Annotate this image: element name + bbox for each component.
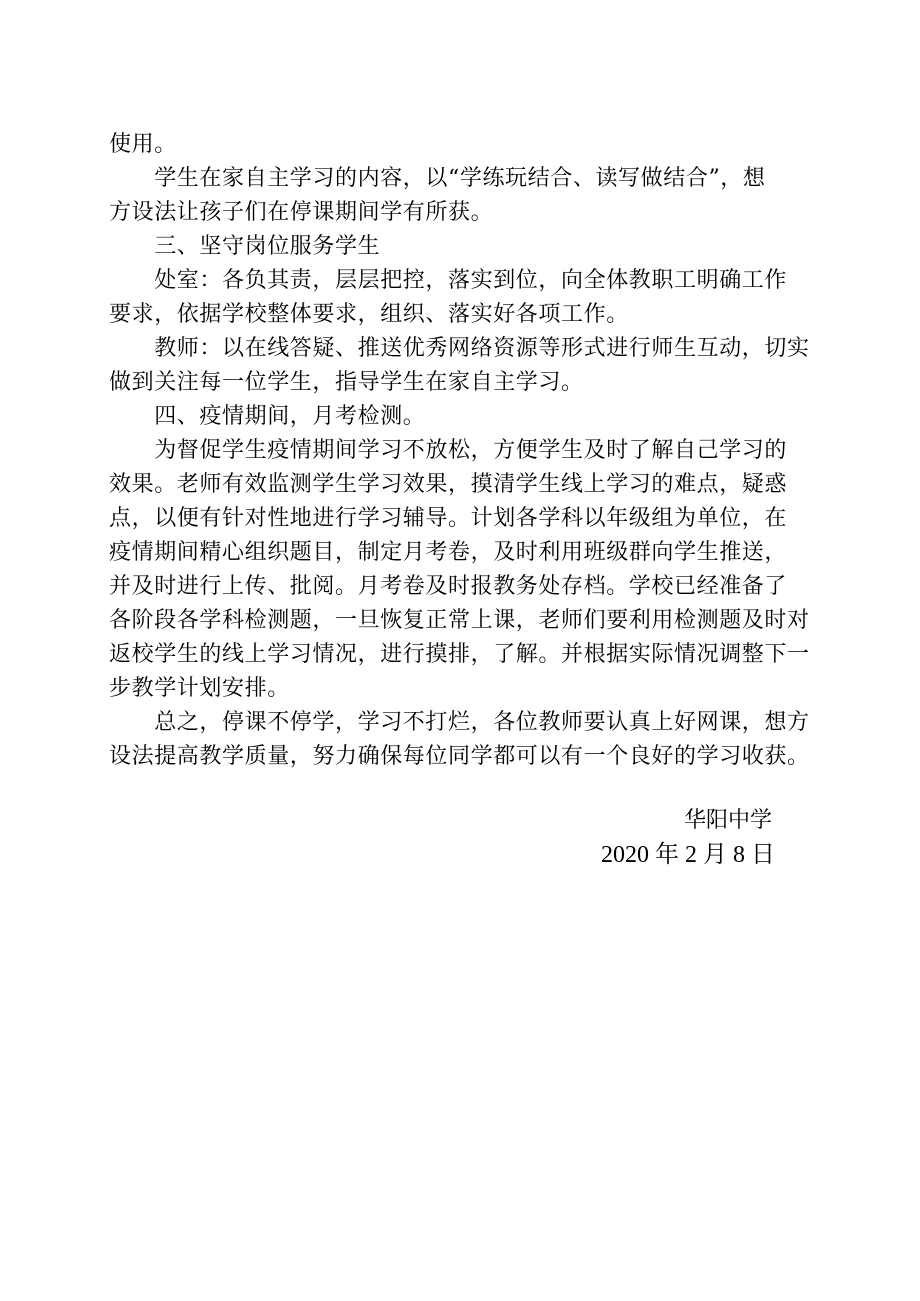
section-heading: 四、疫情期间，月考检测。 — [109, 404, 426, 429]
section-heading: 三、坚守岗位服务学生 — [109, 234, 381, 259]
body-text-line: 使用。 — [109, 132, 177, 157]
body-text-line: 做到关注每一位学生，指导学生在家自主学习。 — [109, 370, 584, 395]
body-text-line: 步教学计划安排。 — [109, 676, 290, 701]
body-text-line: 要求，依据学校整体要求，组织、落实好各项工作。 — [109, 302, 629, 327]
signature-organization: 华阳中学 — [684, 808, 773, 833]
body-text-line: 并及时进行上传、批阅。月考卷及时报教务处存档。学校已经准备了 — [109, 574, 788, 599]
body-text-line: 各阶段各学科检测题，一旦恢复正常上课，老师们要利用检测题及时对 — [109, 608, 810, 633]
body-text-line: 返校学生的线上学习情况，进行摸排，了解。并根据实际情况调整下一 — [109, 642, 810, 667]
body-text-line: 为督促学生疫情期间学习不放松，方便学生及时了解自己学习的 — [109, 438, 788, 463]
body-text-line: 学生在家自主学习的内容，以“学练玩结合、读写做结合”，想 — [109, 166, 766, 191]
body-text-line: 疫情期间精心组织题目，制定月考卷，及时利用班级群向学生推送， — [109, 540, 788, 565]
body-text-line: 总之，停课不停学，学习不打烂，各位教师要认真上好网课，想方 — [109, 710, 810, 735]
body-text-line: 效果。老师有效监测学生学习效果，摸清学生线上学习的难点，疑惑 — [109, 472, 788, 497]
body-text-line: 处室：各负其责，层层把控，落实到位，向全体教职工明确工作 — [109, 268, 788, 293]
body-text-line: 点，以便有针对性地进行学习辅导。计划各学科以年级组为单位，在 — [109, 506, 788, 531]
body-text-line: 设法提高教学质量，努力确保每位同学都可以有一个良好的学习收获。 — [109, 744, 810, 769]
body-text-line: 教师：以在线答疑、推送优秀网络资源等形式进行师生互动，切实 — [109, 336, 810, 361]
body-text-line: 方设法让孩子们在停课期间学有所获。 — [109, 200, 494, 225]
signature-date: 2020 年 2 月 8 日 — [601, 842, 775, 868]
